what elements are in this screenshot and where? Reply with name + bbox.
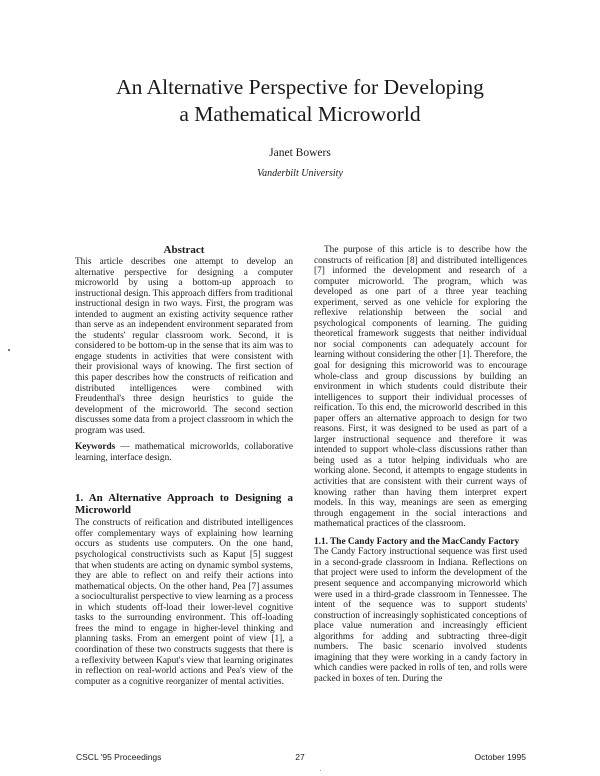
subsection-1-1-text: The Candy Factory instructional sequence was first used in a second-grade classroom in Indiana. Reflections on that project were used to inform the development of the present sequence and accompanying microworld which were used in a third-grade classroom in Tennessee. The intent of the sequence was to support students' construction of increasingly sophisticated conceptions of place value numeration and increasingly efficient algorithms for adding and subtracting three-digit numbers. The basic scenario involved students imagining that they were working in a candy factory in which candies were packed in rolls of ten, and rolls were packed in boxes of ten. During the: [314, 547, 527, 684]
abstract-text: This article describes one attempt to develop an alternative perspective for designing a computer microworld by using a bottom-up approach to instructional design. This approach differs from traditional instructional design in two ways. First, the program was intended to augment an existing activity sequence rather than serve as an independent environment separated from the students' regular classroom work. Second, it is considered to be bottom-up in the sense that its aim was to engage students in activities that were consistent with their provisional ways of knowing. The first section of this paper describes how the constructs of reification and distributed intelligences were combined with Freudenthal's three design heuristics to guide the development of the microworld. The second section discusses some data from a project classroom in which the program was used.: [75, 257, 293, 436]
keywords-label: Keywords: [75, 442, 116, 453]
author-affiliation: Vanderbilt University: [257, 168, 343, 179]
title-line-2: a Mathematical Microworld: [179, 102, 421, 126]
footer-proceedings: CSCL '95 Proceedings: [76, 752, 162, 762]
section-1-heading: 1. An Alternative Approach to Designing a Microworld: [75, 492, 293, 516]
footer-page-number: 27: [295, 752, 305, 762]
paper-title: [0, 74, 600, 128]
right-column: [314, 245, 527, 684]
title-line-1: An Alternative Perspective for Developing: [116, 75, 484, 99]
keywords: [75, 442, 293, 463]
scan-speck: [320, 770, 321, 771]
purpose-paragraph: The purpose of this article is to describe how the constructs of reification [8] and distributed intelligences [7] informed the development and research of a computer microworld. The program, which was developed as one part of a three year teaching experiment, served as one vehicle for exploring the reflexive relationship between the social and psychological components of learning. The guiding theoretical framework suggests that neither individual nor social components can adequately account for learning without considering the other [1]. Therefore, the goal for designing this microworld was to encourage whole-class and group discussions by building an environment in which students could distribute their intelligences to support their individual processes of reification. To this end, the microworld described in this paper offers an alternative approach to design for two reasons. First, it was designed to be used as part of a larger instructional sequence and therefore it was intended to support whole-class discussions rather than being used as a tutor helping individuals who are working alone. Second, it attempts to engage students in activities that are consistent with their current ways of knowing rather than having them interpret expert models. In this way, meanings are seen as emerging through engagement in the social interactions and mathematical practices of the classroom.: [314, 245, 527, 530]
abstract-heading: Abstract: [163, 244, 205, 256]
footer-date: October 1995: [474, 752, 526, 762]
keywords-text: — mathematical microworlds, collaborative learning, interface design.: [75, 442, 293, 463]
author-name: Janet Bowers: [269, 147, 331, 159]
scan-speck: [8, 349, 10, 351]
subsection-1-1-heading: 1.1. The Candy Factory and the MacCandy Factory: [314, 536, 520, 547]
left-column: [75, 244, 293, 687]
section-1-text: The constructs of reification and distributed intelligences offer complementary ways of explaining how learning occurs as students use computers. On the one hand, psychological constructivists such as Kaput [5] suggest that when students are acting on dynamic symbol systems, they are able to reflect on and reify their actions into mathematical objects. On the other hand, Pea [7] assumes a socioculturalist perspective to view learning as a process in which students off-load their lower-level cognitive tasks to the surrounding environment. This off-loading frees the mind to engage in higher-level thinking and planning tasks. From an emergent point of view [1], a coordination of these two constructs suggests that there is a reflexivity between Kaput's view that learning originates in reflection on real-world actions and Pea's view of the computer as a cognitive reorganizer of mental activities.: [75, 518, 293, 687]
